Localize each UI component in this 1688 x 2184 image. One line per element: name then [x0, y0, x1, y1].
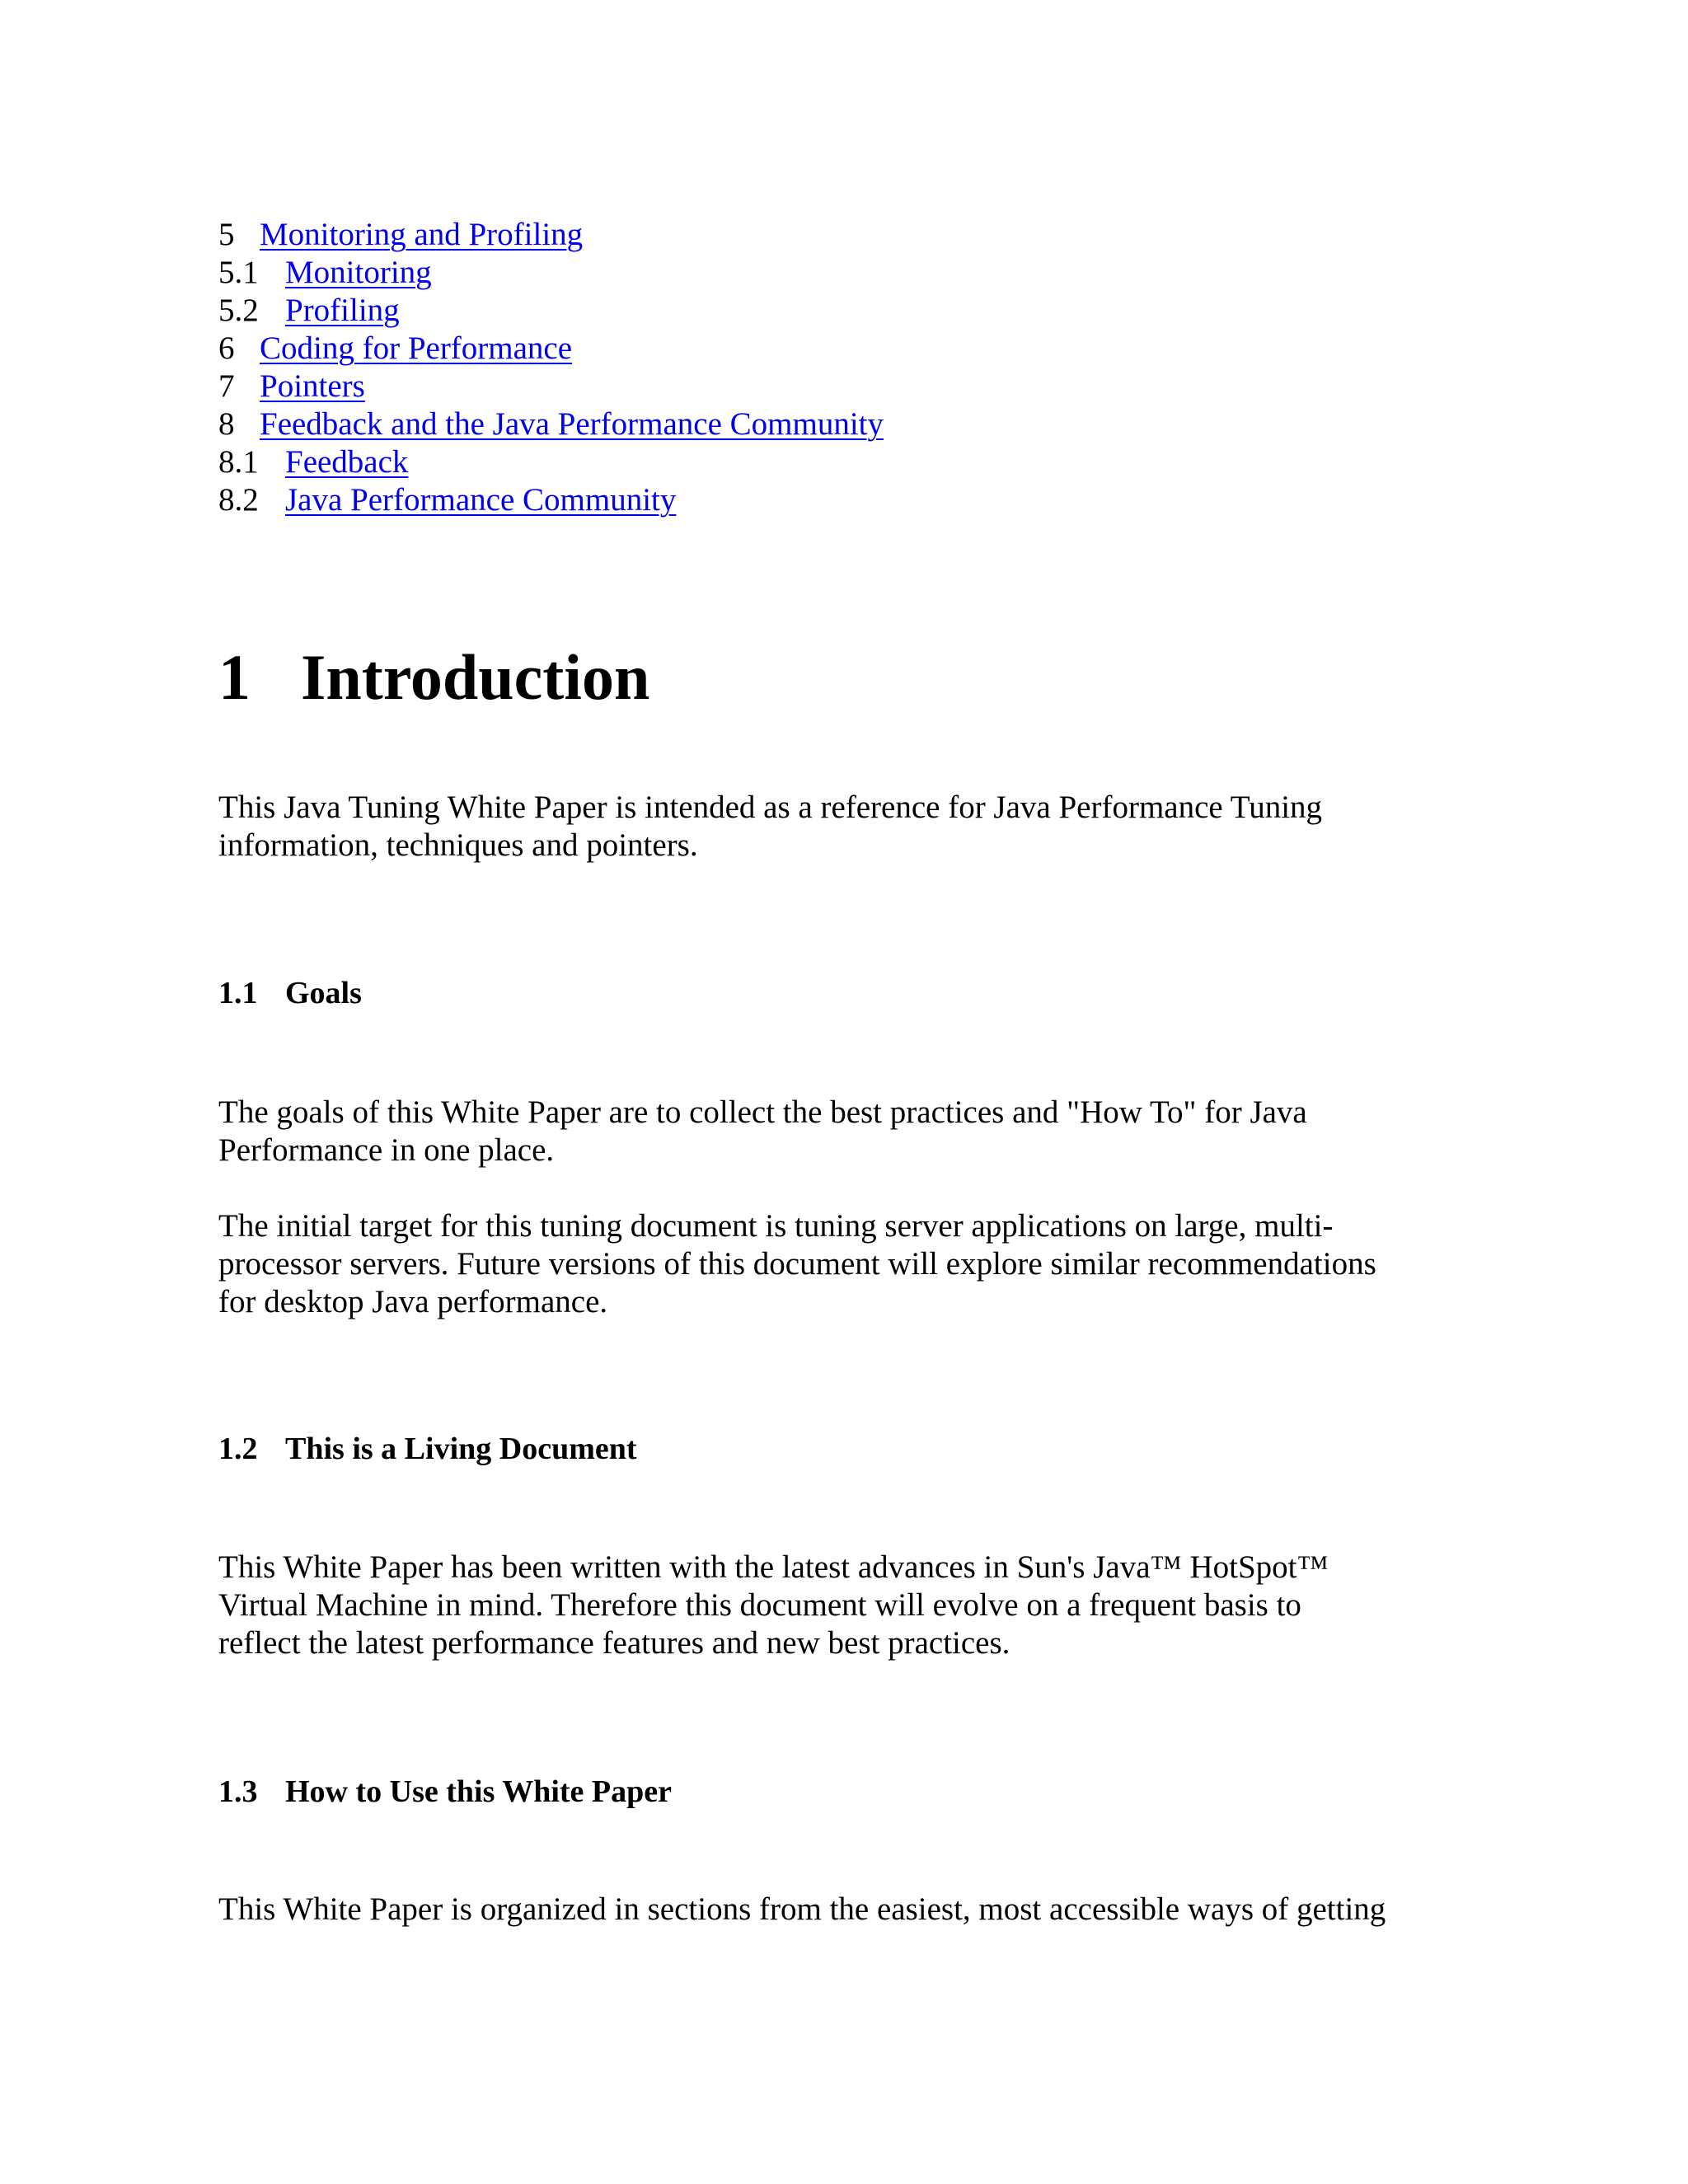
toc-entry-profiling	[218, 292, 1504, 330]
toc-entry-monitoring	[218, 254, 1504, 292]
toc-link-pointers[interactable]: Pointers	[260, 368, 365, 404]
goals-paragraph-1	[218, 1094, 1471, 1169]
section-heading-living-document	[218, 1430, 637, 1468]
intro-paragraph	[218, 789, 1471, 865]
toc-number: 5.2	[218, 293, 259, 328]
text-line: The goals of this White Paper are to collect the best practices and "How To" for Java	[218, 1094, 1307, 1130]
toc-link-coding-for-performance[interactable]: Coding for Performance	[260, 330, 573, 366]
toc-entry-coding-for-performance	[218, 330, 1504, 368]
living-document-paragraph	[218, 1549, 1471, 1662]
toc-entry-pointers	[218, 368, 1504, 405]
table-of-contents	[218, 216, 1504, 519]
toc-number: 8	[218, 406, 235, 442]
text-line: Performance in one place.	[218, 1132, 555, 1168]
section-title: Introduction	[301, 641, 650, 713]
section-number: 1.3	[218, 1774, 258, 1809]
toc-number: 5.1	[218, 255, 259, 290]
section-number: 1	[218, 641, 251, 713]
section-title: How to Use this White Paper	[285, 1774, 672, 1809]
toc-link-profiling[interactable]: Profiling	[285, 293, 400, 328]
section-heading-introduction	[218, 640, 649, 715]
text-line: reflect the latest performance features and new best practices.	[218, 1625, 1010, 1661]
toc-number: 5	[218, 217, 235, 252]
section-heading-goals	[218, 974, 362, 1012]
toc-link-java-performance-community[interactable]: Java Performance Community	[285, 482, 677, 518]
text-line: Virtual Machine in mind. Therefore this document will evolve on a frequent basis to	[218, 1587, 1301, 1623]
text-line: information, techniques and pointers.	[218, 827, 698, 863]
toc-link-monitoring[interactable]: Monitoring	[285, 255, 432, 290]
toc-link-feedback[interactable]: Feedback	[285, 444, 409, 480]
page-content	[218, 216, 1504, 1927]
text-line: This White Paper has been written with the latest advances in Sun's Java™ HotSpot™	[218, 1549, 1329, 1585]
how-to-use-paragraph	[218, 1891, 1471, 1929]
toc-link-monitoring-and-profiling[interactable]: Monitoring and Profiling	[260, 217, 584, 252]
text-line: for desktop Java performance.	[218, 1284, 608, 1319]
toc-entry-monitoring-and-profiling	[218, 216, 1504, 254]
section-number: 1.2	[218, 1432, 258, 1466]
section-title: This is a Living Document	[285, 1432, 637, 1466]
text-line: This White Paper is organized in sections from the easiest, most accessible ways of getting	[218, 1891, 1386, 1927]
section-number: 1.1	[218, 976, 258, 1010]
text-line: processor servers. Future versions of this document will explore similar recommendations	[218, 1246, 1376, 1282]
text-line: The initial target for this tuning document is tuning server applications on large, multi-	[218, 1208, 1334, 1244]
section-title: Goals	[285, 976, 362, 1010]
toc-number: 8.1	[218, 444, 259, 480]
text-line: This Java Tuning White Paper is intended as a reference for Java Performance Tuning	[218, 790, 1323, 825]
section-heading-how-to-use	[218, 1773, 672, 1811]
toc-number: 6	[218, 330, 235, 366]
toc-entry-feedback	[218, 443, 1504, 481]
toc-entry-java-performance-community	[218, 481, 1504, 519]
toc-number: 7	[218, 368, 235, 404]
toc-number: 8.2	[218, 482, 259, 518]
goals-paragraph-2	[218, 1207, 1471, 1321]
toc-entry-feedback-and-community	[218, 405, 1504, 443]
toc-link-feedback-and-community[interactable]: Feedback and the Java Performance Community	[260, 406, 884, 442]
